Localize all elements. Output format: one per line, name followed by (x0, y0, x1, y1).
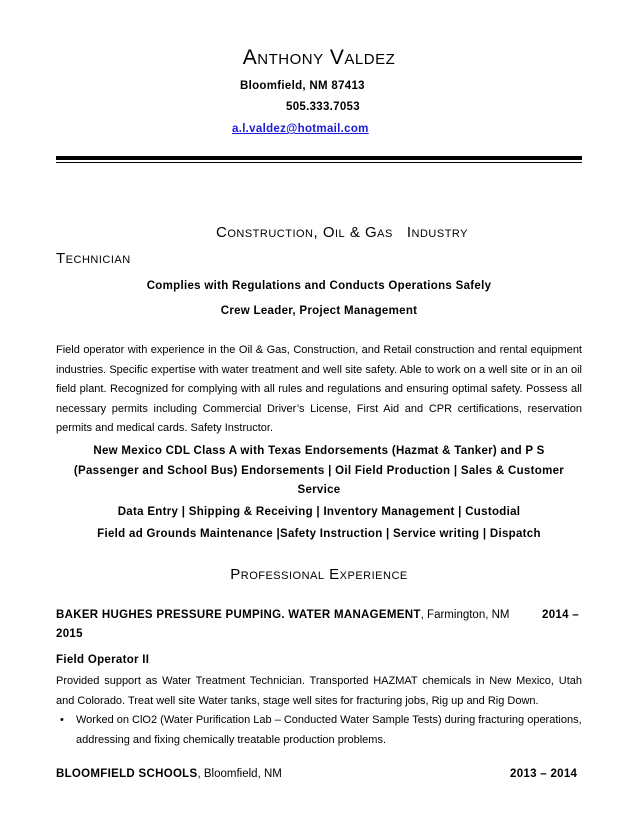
header-divider-thick (56, 156, 582, 160)
job-title: Field Operator II (56, 654, 150, 666)
employer-name: BLOOMFIELD SCHOOLS (56, 768, 198, 780)
summary-paragraph: Field operator with experience in the Oil & Gas, Construction, and Retail construction and rental equipment industries. Specific expertise with water treatment and well site safety. Able to work on a well site or in an oil field plant. Recognized for complying with all rules and regulations and ensuring optimal safety. Possess all necessary permits including Commercial Driver’s License, First Aid and CPR certifications, reservation permits and medical cards. Safety Instructor. (56, 344, 582, 435)
bullet-icon: • (60, 714, 64, 726)
candidate-name: Anthony Valdez (242, 46, 396, 69)
subtitle-crew-leader: Crew Leader, Project Management (220, 305, 418, 317)
address: Bloomfield, NM 87413 (240, 80, 365, 92)
employer-name: BAKER HUGHES PRESSURE PUMPING. WATER MANAGEMENT (56, 609, 421, 621)
skills-line-operations: Data Entry | Shipping & Receiving | Inventory Management | Custodial (117, 506, 521, 518)
skills-line-licenses: New Mexico CDL Class A with Texas Endorsements (Hazmat & Tanker) and P S (Passenger and School Bus) Endorsements | Oil Field Production | Sales & Customer Service (73, 445, 565, 496)
experience-heading: Professional Experience (230, 566, 408, 583)
phone-number: 505.333.7053 (286, 101, 360, 113)
job-dates: 2013 – 2014 (510, 768, 578, 780)
technician-heading: Technician (56, 250, 131, 267)
job-employer-baker-hughes (56, 609, 510, 621)
job-dates-end: 2015 (56, 628, 83, 640)
job-dates-start: 2014 – (542, 609, 579, 621)
industry-heading: Construction, Oil & Gas Industry (216, 224, 468, 241)
employer-location: , Farmington, NM (420, 609, 510, 621)
skills-line-maintenance: Field ad Grounds Maintenance |Safety Instruction | Service writing | Dispatch (97, 528, 541, 540)
employer-location: , Bloomfield, NM (197, 768, 282, 780)
bullet-text: Worked on ClO2 (Water Purification Lab – Conducted Water Sample Tests) during fracturing operations, addressing and fixing chemically treatable production problems. (76, 714, 582, 746)
job-employer-bloomfield-schools (56, 768, 282, 780)
header-divider-thin (56, 162, 582, 163)
job-description: Provided support as Water Treatment Technician. Transported HAZMAT chemicals in New Mexico, Utah and Colorado. Treat well site Water tanks, stage well sites for fracturing jobs, Rig up and Rig Down. (56, 675, 582, 707)
subtitle-compliance: Complies with Regulations and Conducts Operations Safely (146, 280, 492, 292)
email-link[interactable]: a.l.valdez@hotmail.com (232, 123, 369, 135)
